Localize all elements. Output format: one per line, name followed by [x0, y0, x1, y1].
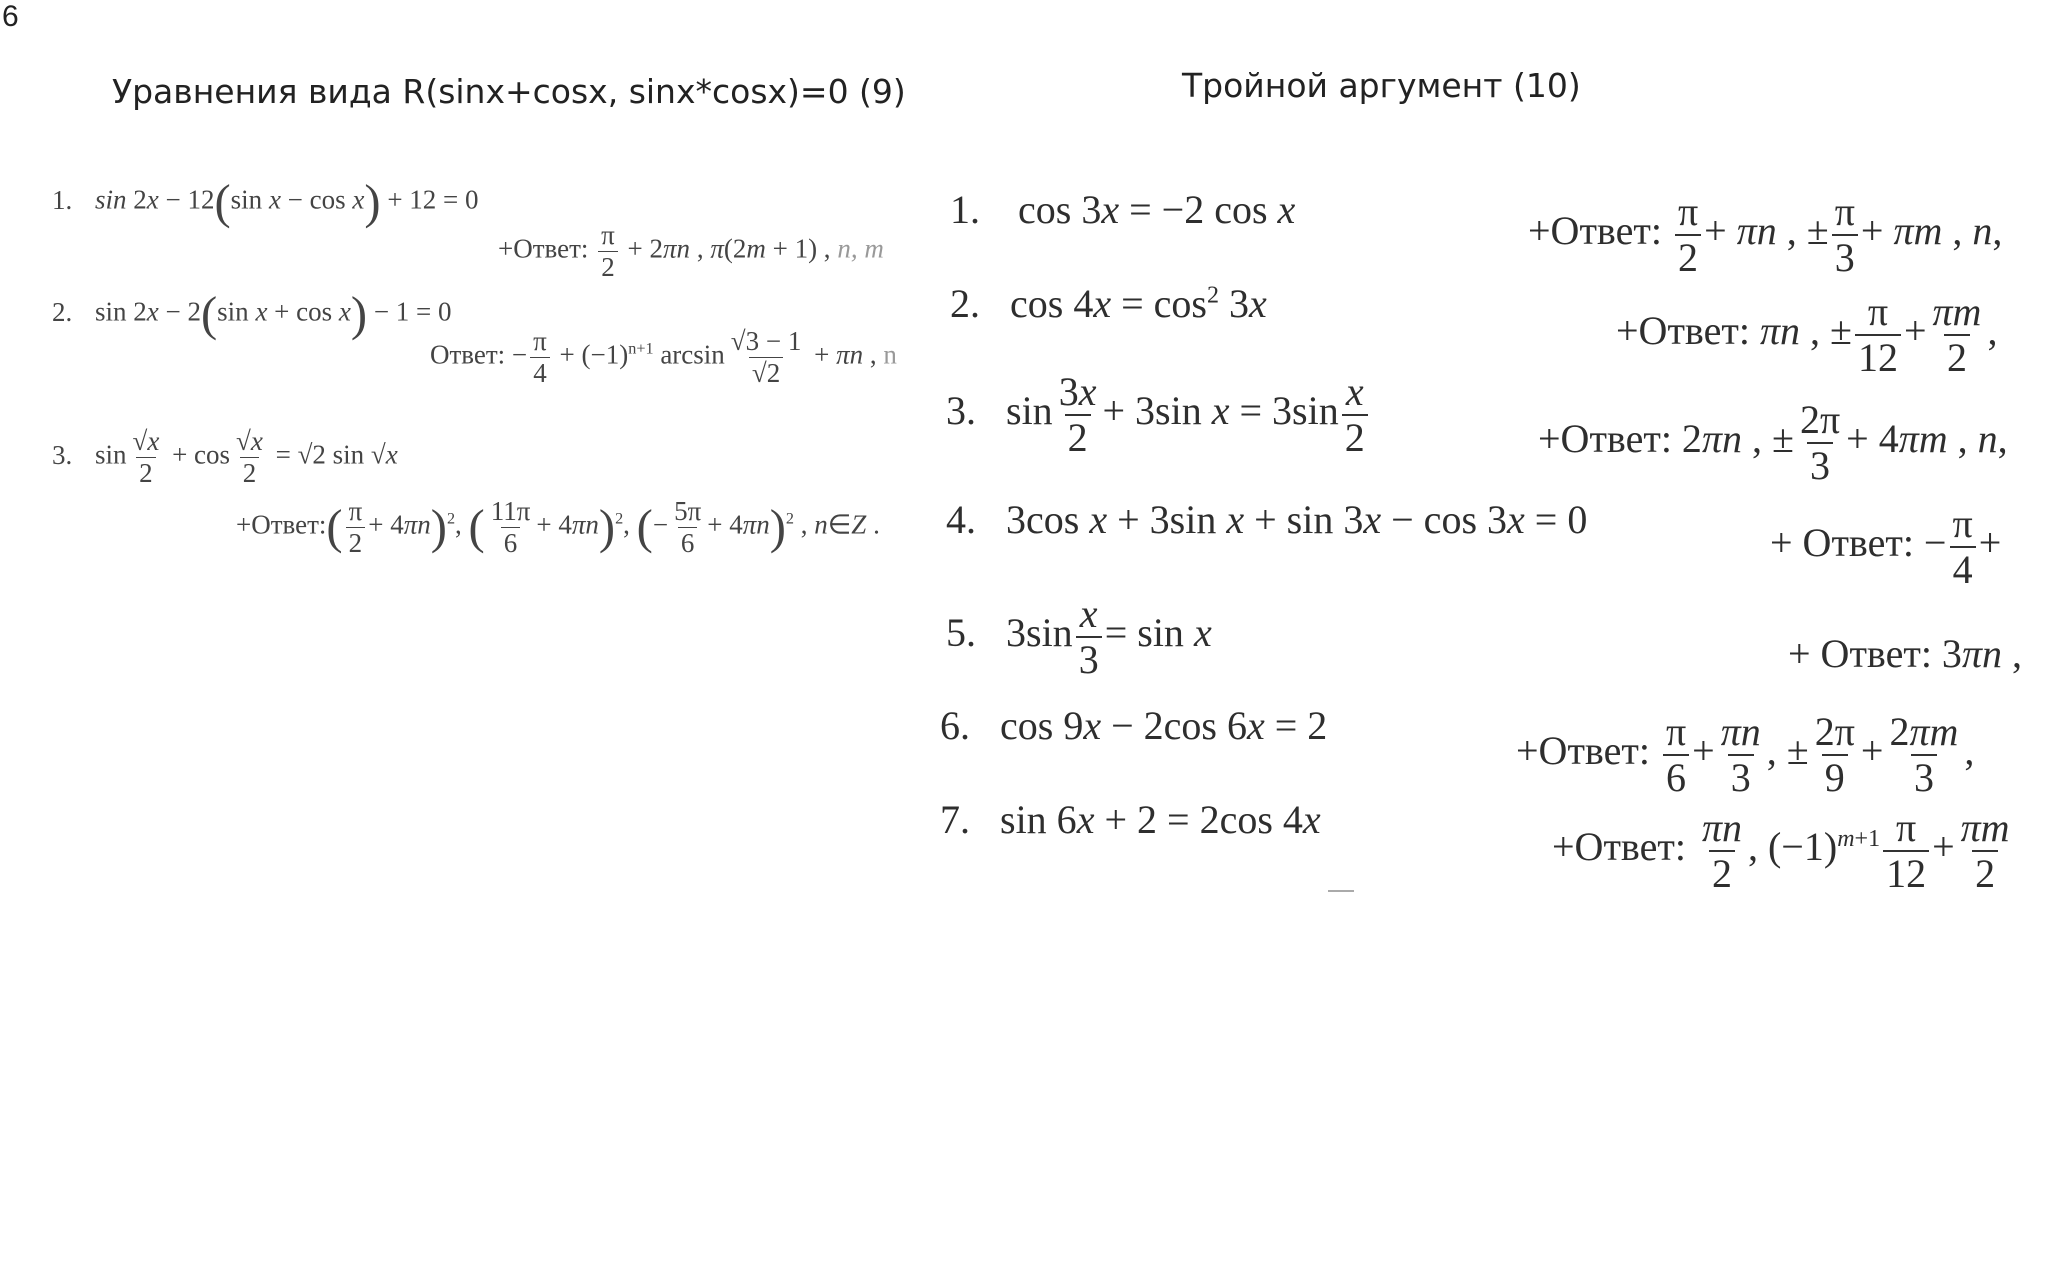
equation: sin 2x − 12(sin x − cos x) + 12 = 0: [95, 175, 479, 229]
right-answer-6: +Ответ: $\frac{\pi}{6}$ + $\frac{\pi n}{3}$ , ± $\frac{2\pi}{9}$ + $\frac{2\pi m}{3}$ ,: [1516, 709, 1975, 800]
left-heading: Уравнения вида R(sinx+cosx, sinx*cosx)=0 (9): [112, 72, 906, 111]
item-number: 7.: [940, 797, 970, 842]
right-answer-5: + Ответ: 3πn ,: [1788, 631, 2022, 676]
item-number: 5.: [946, 610, 976, 656]
right-answer-3: +Ответ: 2πn , ± $\frac{2\pi}{3}$ + 4πm , n,: [1538, 397, 2008, 488]
equation: 3sin $\frac{x}{3}$ = sin x: [1006, 591, 1212, 682]
item-number: 2.: [52, 296, 73, 327]
right-item-2: [950, 280, 1267, 327]
divider-dash: [1328, 890, 1354, 892]
right-heading: Тройной аргумент (10): [1182, 66, 1581, 105]
left-item-1: [52, 175, 479, 229]
right-item-1: [950, 186, 1295, 233]
equation: sin 6x + 2 = 2cos 4x: [1000, 797, 1321, 842]
left-item-2: [52, 287, 452, 341]
equation: 3cos x + 3sin x + sin 3x − cos 3x = 0: [1006, 497, 1588, 542]
equation: $\cos 4x = \cos^2 3x$: [1010, 281, 1267, 326]
right-answer-7: +Ответ: $\frac{\pi n}{2}$ , $(-1)^{m+1}$ $\frac{\pi}{12}$ + $\frac{\pi m}{2}$: [1552, 805, 2010, 896]
left-answer-2: Ответ: − $\frac{\pi}{4}$ + $(-1)^{n+1}$ arcsin $\frac{√3 - 1}{√2}$ + πn , n: [430, 326, 897, 388]
right-item-4: [946, 496, 1587, 543]
right-item-5: [946, 591, 1212, 682]
item-number: 1.: [950, 187, 980, 232]
item-number: 3.: [52, 439, 73, 470]
equation: sin $\frac{√x}{2}$ + cos $\frac{√x}{2}$ = √2 sin √x: [95, 426, 398, 488]
item-number: 2.: [950, 281, 980, 326]
equation: sin 2x − 2(sin x + cos x) − 1 = 0: [95, 287, 452, 341]
item-number: 4.: [946, 497, 976, 542]
right-item-6: [940, 702, 1327, 749]
right-item-7: [940, 796, 1321, 843]
left-answer-1: +Ответ: $\frac{\pi}{2}$ + 2πn , π(2m + 1) , n, m: [498, 220, 884, 282]
item-number: 6.: [940, 703, 970, 748]
slide-number: 6: [2, 0, 19, 33]
right-answer-2: +Ответ: πn , ± $\frac{\pi}{12}$ + $\frac{\pi m}{2}$ ,: [1616, 289, 1998, 380]
item-number: 1.: [52, 184, 73, 215]
equation: sin $\frac{3x}{2}$ + 3sin x = 3sin $\frac{x}{2}$: [1006, 372, 1371, 458]
right-item-3: [946, 369, 1371, 460]
equation: cos 3x = −2 cos x: [1018, 187, 1296, 232]
item-number: 3.: [946, 388, 976, 434]
left-item-3: [52, 428, 398, 487]
equation: cos 9x − 2cos 6x = 2: [1000, 703, 1328, 748]
left-answer-3: +Ответ:( $\frac{\pi}{2}$ + 4πn)$^2$, ( $\frac{11\pi}{6}$ + 4πn)$^2$, (− $\frac{5\pi}{6}$ + 4πn)$^2$ , n∈Z .: [236, 496, 880, 558]
right-answer-1: +Ответ: $\frac{\pi}{2}$ + πn , ± $\frac{\pi}{3}$ + πm , n,: [1528, 189, 2003, 280]
right-answer-4: + Ответ: − $\frac{\pi}{4}$ +: [1770, 501, 2002, 592]
